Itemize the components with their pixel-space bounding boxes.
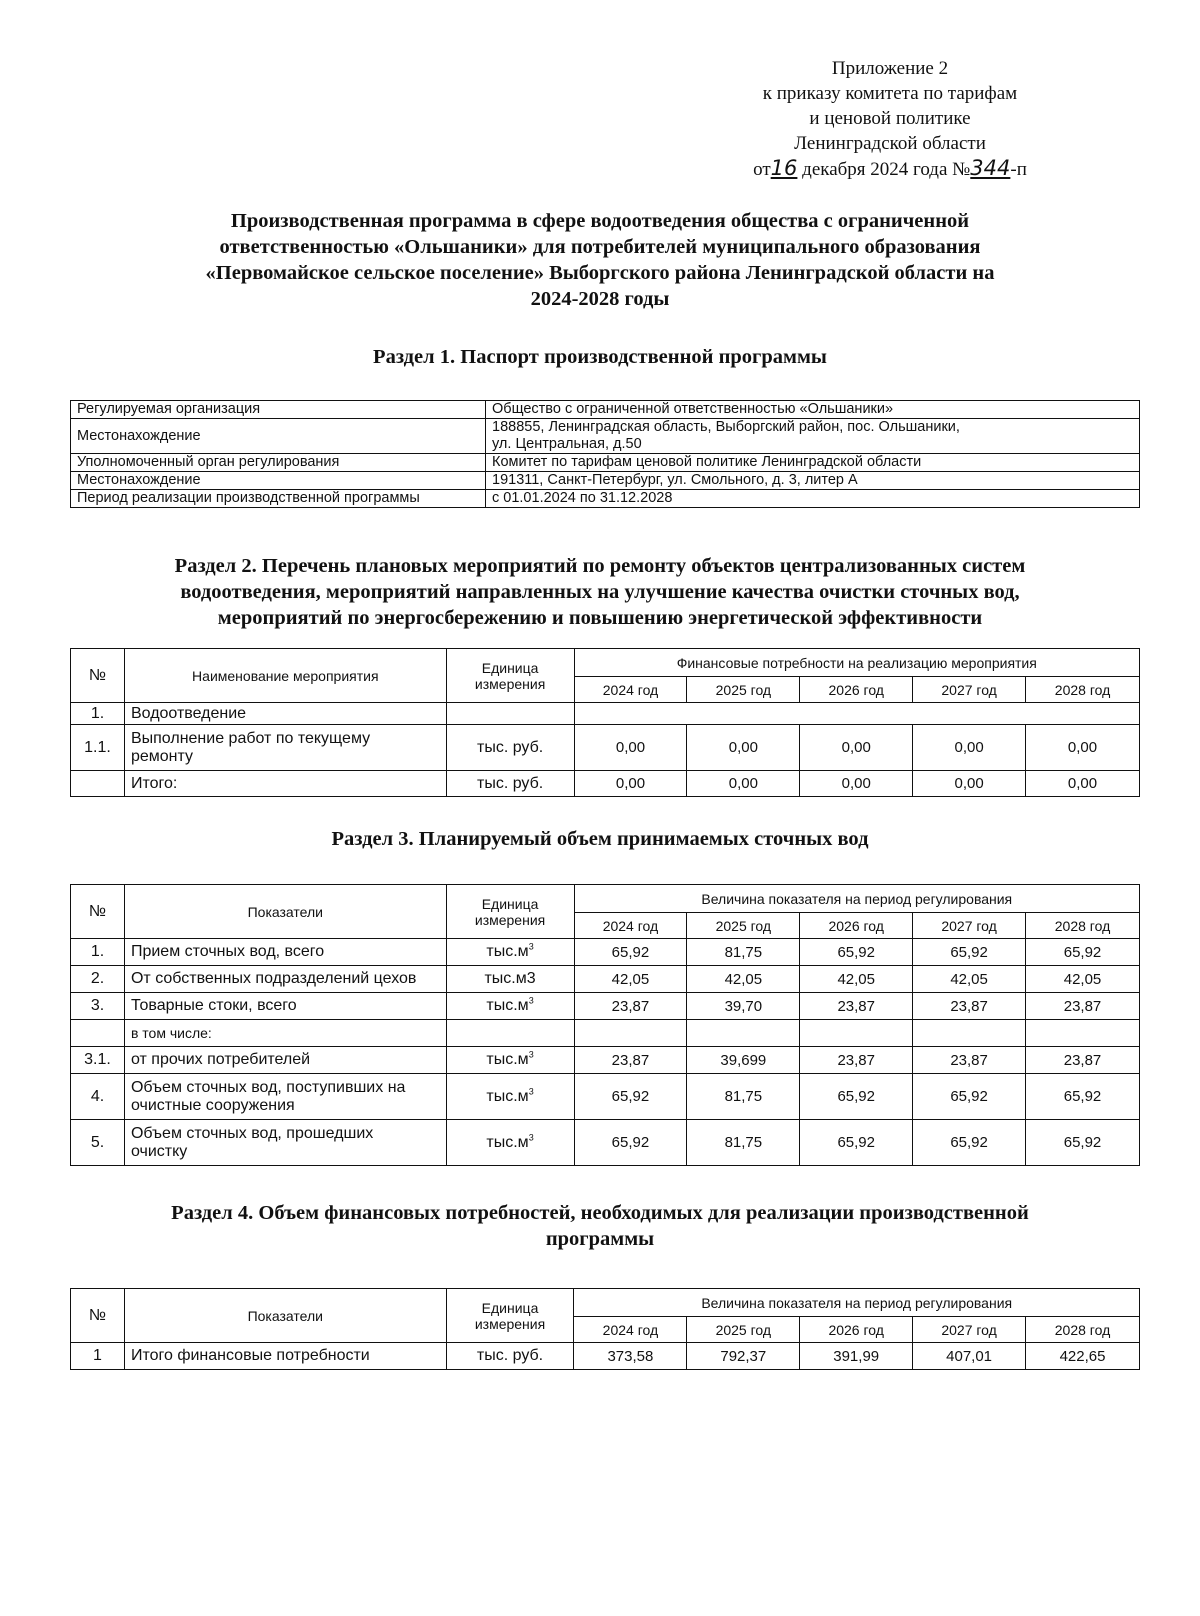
year-header: 2027 год [913, 913, 1026, 939]
passport-label: Местонахождение [71, 472, 486, 490]
row-value: 0,00 [1026, 725, 1140, 771]
col-unit-header-line-2: измерения [474, 911, 546, 928]
row-unit [446, 1074, 574, 1120]
row-name: Водоотведение [124, 703, 446, 725]
row-value: 391,99 [800, 1343, 913, 1370]
passport-row [71, 454, 1140, 472]
row-value: 81,75 [687, 1120, 800, 1166]
row-value: 23,87 [913, 993, 1026, 1020]
row-value: 23,87 [574, 993, 687, 1020]
total-row [71, 771, 1140, 797]
row-no: 1 [71, 1343, 125, 1370]
row-name: Прием сточных вод, всего [124, 939, 446, 966]
passport-label: Местонахождение [71, 419, 486, 454]
row-value: 0,00 [800, 725, 913, 771]
passport-value [486, 419, 1140, 454]
col-name-header: Показатели [124, 1289, 446, 1343]
row-value: 407,01 [913, 1343, 1026, 1370]
col-name-header: Наименование мероприятия [124, 649, 446, 703]
row-name-line-2: очистные сооружения [130, 1096, 295, 1114]
year-header: 2028 год [1026, 913, 1140, 939]
appendix-date-prefix: от [753, 159, 771, 180]
appendix-header [700, 56, 1080, 182]
row-value: 23,87 [800, 1047, 913, 1074]
wastewater-volume-table [70, 884, 1140, 1166]
empty-cell [574, 1020, 687, 1047]
row-value: 65,92 [574, 1074, 687, 1120]
empty-cell [71, 771, 125, 797]
row-value: 81,75 [687, 1074, 800, 1120]
unit-text: тыс.м [486, 997, 529, 1014]
row-value: 65,92 [913, 939, 1026, 966]
total-unit: тыс. руб. [446, 771, 574, 797]
passport-row [71, 472, 1140, 490]
row-value: 792,37 [687, 1343, 800, 1370]
appendix-line-1: Приложение 2 [831, 58, 949, 79]
col-no-header: № [71, 649, 125, 703]
passport-value-line-1: 188855, Ленинградская область, Выборгский район, пос. Ольшаники, [492, 419, 960, 435]
financial-needs-table [70, 1288, 1140, 1370]
empty-cell [687, 1020, 800, 1047]
total-value: 0,00 [687, 771, 800, 797]
total-value: 0,00 [574, 771, 687, 797]
total-value: 0,00 [800, 771, 913, 797]
year-header: 2024 год [574, 1317, 687, 1343]
appendix-number-suffix: -п [1010, 159, 1027, 180]
col-unit-header-line-1: Единица [481, 659, 539, 676]
section1-heading [60, 344, 1140, 370]
row-value: 65,92 [1026, 1120, 1140, 1166]
passport-label: Уполномоченный орган регулирования [71, 454, 486, 472]
unit-text: тыс.м [486, 1051, 529, 1068]
appendix-line-4: Ленинградской области [794, 133, 986, 154]
col-unit-header-line-1: Единица [481, 1299, 539, 1316]
row-name-line-1: Объем сточных вод, прошедших [130, 1124, 374, 1142]
year-header: 2026 год [800, 913, 913, 939]
section4-heading-line-2: программы [545, 1228, 655, 1250]
section2-heading [60, 553, 1140, 631]
section2-heading-line-2: водоотведения, мероприятий направленных на улучшение качества очистки сточных вод, [180, 581, 1020, 603]
passport-value: 191311, Санкт-Петербург, ул. Смольного, д. 3, литер А [486, 472, 1140, 490]
row-value: 0,00 [574, 725, 687, 771]
passport-label: Период реализации производственной программы [71, 490, 486, 508]
row-value: 23,87 [1026, 993, 1140, 1020]
row-name-line-2: ремонту [130, 747, 194, 765]
empty-cell [446, 703, 574, 725]
row-value: 42,05 [800, 966, 913, 993]
col-no-header: № [71, 885, 125, 939]
appendix-date-middle: декабря 2024 года № [802, 159, 971, 180]
row-no: 1. [71, 703, 125, 725]
unit-superscript: 3 [528, 1086, 534, 1097]
row-unit [446, 993, 574, 1020]
unit-text: тыс.м [486, 1133, 529, 1151]
table-header-row [71, 649, 1140, 677]
appendix-line-3: и ценовой политике [809, 108, 971, 129]
table-row [71, 939, 1140, 966]
row-no: 4. [71, 1074, 125, 1120]
table-row [71, 1120, 1140, 1166]
row-value: 23,87 [1026, 1047, 1140, 1074]
col-unit-header [446, 649, 574, 703]
col-unit-header-line-2: измерения [474, 1315, 546, 1332]
row-value: 373,58 [574, 1343, 687, 1370]
row-value: 65,92 [1026, 1074, 1140, 1120]
year-header: 2028 год [1026, 1317, 1140, 1343]
passport-value: Комитет по тарифам ценовой политике Ленинградской области [486, 454, 1140, 472]
row-value: 42,05 [1026, 966, 1140, 993]
title-line-1: Производственная программа в сфере водоотведения общества с ограниченной [230, 210, 970, 232]
row-value: 42,05 [687, 966, 800, 993]
col-unit-header-line-2: измерения [474, 675, 546, 692]
table-row [71, 966, 1140, 993]
row-value: 0,00 [687, 725, 800, 771]
row-name: От собственных подразделений цехов [124, 966, 446, 993]
table-row [71, 993, 1140, 1020]
row-unit: тыс.м3 [446, 966, 574, 993]
row-no: 2. [71, 966, 125, 993]
row-value: 0,00 [913, 725, 1026, 771]
col-no-header: № [71, 1289, 125, 1343]
row-value: 65,92 [800, 1120, 913, 1166]
row-unit [446, 1047, 574, 1074]
year-header: 2025 год [687, 677, 800, 703]
appendix-day-handwritten: 16 [770, 156, 798, 180]
unit-text: тыс.м [486, 943, 529, 960]
passport-row [71, 490, 1140, 508]
row-value: 65,92 [800, 939, 913, 966]
row-name: в том числе: [124, 1020, 446, 1047]
row-value: 65,92 [800, 1074, 913, 1120]
table-row [71, 1020, 1140, 1047]
row-value: 39,70 [687, 993, 800, 1020]
table-row [71, 725, 1140, 771]
table-row [71, 1343, 1140, 1370]
appendix-date-line [700, 156, 1080, 182]
year-header: 2026 год [800, 1317, 913, 1343]
appendix-line-2: к приказу комитета по тарифам [762, 83, 1018, 104]
row-no: 3.1. [71, 1047, 125, 1074]
empty-cell [446, 1020, 574, 1047]
row-name-line-1: Выполнение работ по текущему [130, 729, 371, 747]
passport-table [70, 400, 1140, 508]
appendix-number-handwritten: 344 [970, 156, 1011, 180]
row-unit: тыс. руб. [446, 725, 574, 771]
row-value: 422,65 [1026, 1343, 1140, 1370]
row-value: 65,92 [574, 939, 687, 966]
passport-label: Регулируемая организация [71, 401, 486, 419]
row-name-line-1: Объем сточных вод, поступивших на [130, 1078, 406, 1096]
total-value: 0,00 [913, 771, 1026, 797]
activities-table [70, 648, 1140, 797]
row-name: Товарные стоки, всего [124, 993, 446, 1020]
year-header: 2024 год [574, 913, 687, 939]
table-header-row [71, 885, 1140, 913]
passport-value-line-2: ул. Центральная, д.50 [492, 436, 642, 452]
unit-text: тыс.м [486, 1087, 529, 1105]
col-unit-header [446, 1289, 574, 1343]
title-line-2: ответственностью «Ольшаники» для потребителей муниципального образования [219, 236, 981, 258]
section4-heading [60, 1200, 1140, 1252]
empty-cell [1026, 1020, 1140, 1047]
row-value: 65,92 [913, 1120, 1026, 1166]
row-value: 42,05 [913, 966, 1026, 993]
year-header: 2027 год [913, 1317, 1026, 1343]
unit-superscript: 3 [528, 941, 534, 952]
row-value: 23,87 [913, 1047, 1026, 1074]
row-name [124, 725, 446, 771]
row-value: 39,699 [687, 1047, 800, 1074]
table-header-row [71, 1289, 1140, 1317]
table-row [71, 703, 1140, 725]
table-row [71, 1047, 1140, 1074]
col-group-header: Величина показателя на период регулирования [574, 1289, 1140, 1317]
row-no: 3. [71, 993, 125, 1020]
row-no: 5. [71, 1120, 125, 1166]
section3-heading-text: Раздел 3. Планируемый объем принимаемых сточных вод [331, 828, 869, 850]
row-name [124, 1120, 446, 1166]
title-line-3: «Первомайское сельское поселение» Выборгского района Ленинградской области на [205, 262, 995, 284]
row-value: 81,75 [687, 939, 800, 966]
col-unit-header [446, 885, 574, 939]
row-value: 23,87 [800, 993, 913, 1020]
row-name: от прочих потребителей [124, 1047, 446, 1074]
empty-cell [800, 1020, 913, 1047]
row-value: 42,05 [574, 966, 687, 993]
passport-row [71, 419, 1140, 454]
year-header: 2024 год [574, 677, 687, 703]
unit-superscript: 3 [528, 1049, 534, 1060]
unit-superscript: 3 [528, 1132, 534, 1143]
row-value: 65,92 [1026, 939, 1140, 966]
empty-cell [913, 1020, 1026, 1047]
year-header: 2026 год [800, 677, 913, 703]
row-value: 65,92 [913, 1074, 1026, 1120]
total-value: 0,00 [1026, 771, 1140, 797]
col-group-header: Финансовые потребности на реализацию мероприятия [574, 649, 1139, 677]
table-row [71, 1074, 1140, 1120]
document-title [60, 208, 1140, 312]
empty-cell [71, 1020, 125, 1047]
section3-heading [60, 826, 1140, 852]
passport-value: Общество с ограниченной ответственностью «Ольшаники» [486, 401, 1140, 419]
section2-heading-line-1: Раздел 2. Перечень плановых мероприятий по ремонту объектов централизованных систем [174, 555, 1026, 577]
row-value: 23,87 [574, 1047, 687, 1074]
row-unit: тыс. руб. [446, 1343, 574, 1370]
section1-heading-text: Раздел 1. Паспорт производственной программы [373, 346, 827, 368]
passport-row [71, 401, 1140, 419]
title-line-4: 2024-2028 годы [530, 288, 670, 310]
year-header: 2025 год [687, 1317, 800, 1343]
row-no: 1. [71, 939, 125, 966]
year-header: 2025 год [687, 913, 800, 939]
year-header: 2028 год [1026, 677, 1140, 703]
row-name [124, 1074, 446, 1120]
section2-heading-line-3: мероприятий по энергосбережению и повышению энергетической эффективности [217, 607, 983, 629]
row-unit [446, 1120, 574, 1166]
year-header: 2027 год [913, 677, 1026, 703]
row-no: 1.1. [71, 725, 125, 771]
passport-value: с 01.01.2024 по 31.12.2028 [486, 490, 1140, 508]
col-unit-header-line-1: Единица [481, 895, 539, 912]
row-name-line-2: очистку [130, 1142, 188, 1160]
row-unit [446, 939, 574, 966]
col-group-header: Величина показателя на период регулирования [574, 885, 1139, 913]
section4-heading-line-1: Раздел 4. Объем финансовых потребностей, необходимых для реализации производственной [171, 1202, 1029, 1224]
row-name: Итого финансовые потребности [124, 1343, 446, 1370]
row-value: 65,92 [574, 1120, 687, 1166]
empty-cell [574, 703, 1139, 725]
col-name-header: Показатели [124, 885, 446, 939]
unit-superscript: 3 [528, 995, 534, 1006]
total-label: Итого: [124, 771, 446, 797]
